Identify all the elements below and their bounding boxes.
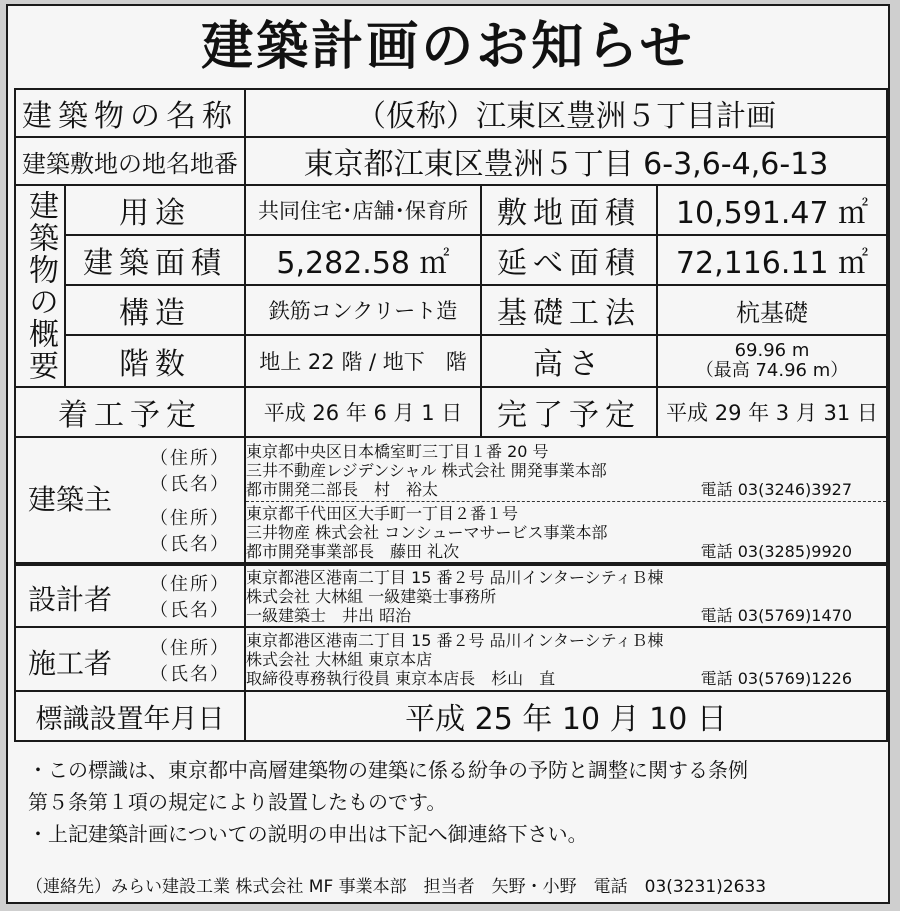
party-tel: 電話 03(3285)9920 bbox=[700, 542, 852, 561]
party-address: 東京都千代田区大手町一丁目２番１号 bbox=[246, 504, 519, 523]
address-label: （住所） bbox=[150, 574, 230, 595]
address-label: （住所） bbox=[150, 508, 230, 529]
completion-label: 完了予定 bbox=[480, 386, 658, 438]
structure-value: 鉄筋コンクリート造 bbox=[244, 284, 482, 336]
overview-label-text: 建築物の概要 bbox=[23, 190, 58, 382]
party-person: 都市開発二部長 村 裕太 bbox=[246, 480, 439, 499]
column-separator bbox=[244, 436, 246, 692]
site-area-label: 敷地面積 bbox=[480, 184, 658, 236]
overview-label bbox=[14, 184, 66, 388]
use-label: 用途 bbox=[64, 184, 246, 236]
party-person: 一級建築士 井出 昭治 bbox=[246, 606, 412, 625]
party-address: 東京都中央区日本橋室町三丁目１番 20 号 bbox=[246, 442, 549, 461]
foundation-label: 基礎工法 bbox=[480, 284, 658, 336]
builder-labels bbox=[140, 636, 240, 688]
name-label: （氏名） bbox=[150, 600, 230, 621]
owner-labels-1 bbox=[140, 446, 240, 498]
building-name-value: （仮称）江東区豊洲５丁目計画 bbox=[244, 88, 888, 138]
foundation-value: 杭基礎 bbox=[656, 284, 888, 336]
floor-area-label: 延べ面積 bbox=[480, 234, 658, 286]
builder-label: 施工者 bbox=[28, 647, 113, 680]
party-address: 東京都港区港南二丁目 15 番２号 品川インターシティＢ棟 bbox=[246, 568, 664, 587]
divider bbox=[246, 501, 886, 502]
owner-label: 建築主 bbox=[28, 483, 113, 516]
contact-info: （連絡先）みらい建設工業 株式会社 MF 事業本部 担当者 矢野・小野 電話 03(3231)2633 bbox=[26, 877, 767, 897]
building-area-label: 建築面積 bbox=[64, 234, 246, 286]
name-label: （氏名） bbox=[150, 474, 230, 495]
party-person-line bbox=[246, 606, 888, 625]
row-separator bbox=[14, 562, 888, 564]
note-line: ・この標識は、東京都中高層建築物の建築に係る紛争の予防と調整に関する条例 bbox=[28, 758, 748, 782]
start-label: 着工予定 bbox=[14, 386, 246, 438]
height-value-max: （最高 74.96 m） bbox=[695, 360, 849, 381]
builder-party bbox=[246, 631, 888, 688]
name-label: （氏名） bbox=[150, 664, 230, 685]
sign-date-label: 標識設置年月日 bbox=[14, 690, 246, 742]
height-label: 高さ bbox=[480, 334, 658, 388]
party-person: 都市開発事業部長 藤田 礼次 bbox=[246, 542, 460, 561]
party-person-line bbox=[246, 480, 888, 499]
note-line: 第５条第１項の規定により設置したものです。 bbox=[28, 790, 447, 814]
start-value: 平成 26 年 6 月 1 日 bbox=[244, 386, 482, 438]
floor-area-value: 72,116.11 ㎡ bbox=[656, 234, 888, 286]
party-person: 取締役専務執行役員 東京本店長 杉山 直 bbox=[246, 669, 556, 688]
sign-date-value: 平成 25 年 10 月 10 日 bbox=[244, 690, 888, 742]
party-company: 株式会社 大林組 一級建築士事務所 bbox=[246, 587, 497, 606]
building-area-value: 5,282.58 ㎡ bbox=[244, 234, 482, 286]
owner-party-1 bbox=[246, 442, 888, 499]
party-tel: 電話 03(3246)3927 bbox=[700, 480, 852, 499]
site-address-label: 建築敷地の地名地番 bbox=[14, 136, 246, 186]
floors-label: 階数 bbox=[64, 334, 246, 388]
party-company: 三井不動産レジデンシャル 株式会社 開発事業本部 bbox=[246, 461, 607, 480]
designer-labels bbox=[140, 572, 240, 624]
notice-board bbox=[6, 4, 890, 904]
structure-label: 構造 bbox=[64, 284, 246, 336]
party-address: 東京都港区港南二丁目 15 番２号 品川インターシティＢ棟 bbox=[246, 631, 664, 650]
owner-party-2 bbox=[246, 504, 888, 561]
site-area-value: 10,591.47 ㎡ bbox=[656, 184, 888, 236]
address-label: （住所） bbox=[150, 638, 230, 659]
party-person-line bbox=[246, 669, 888, 688]
address-label: （住所） bbox=[150, 448, 230, 469]
owner-labels-2 bbox=[140, 506, 240, 558]
notes bbox=[28, 754, 878, 850]
party-company: 株式会社 大林組 東京本店 bbox=[246, 650, 433, 669]
height-value bbox=[656, 334, 888, 388]
party-tel: 電話 03(5769)1226 bbox=[700, 669, 852, 688]
party-person-line bbox=[246, 542, 888, 561]
building-name-label: 建築物の名称 bbox=[14, 88, 246, 138]
notice-title: 建築計画のお知らせ bbox=[201, 17, 695, 77]
designer-label: 設計者 bbox=[28, 583, 113, 616]
completion-value: 平成 29 年 3 月 31 日 bbox=[656, 386, 888, 438]
party-tel: 電話 03(5769)1470 bbox=[700, 606, 852, 625]
floors-value: 地上 22 階 / 地下 階 bbox=[244, 334, 482, 388]
use-value: 共同住宅･店舗･保育所 bbox=[244, 184, 482, 236]
height-value-main: 69.96 m bbox=[734, 340, 810, 361]
designer-party bbox=[246, 568, 888, 625]
note-line: ・上記建築計画についての説明の申出は下記へ御連絡下さい。 bbox=[28, 822, 588, 846]
party-company: 三井物産 株式会社 コンシューマサービス事業本部 bbox=[246, 523, 608, 542]
name-label: （氏名） bbox=[150, 534, 230, 555]
site-address-value: 東京都江東区豊洲５丁目 6-3,6-4,6-13 bbox=[244, 136, 888, 186]
